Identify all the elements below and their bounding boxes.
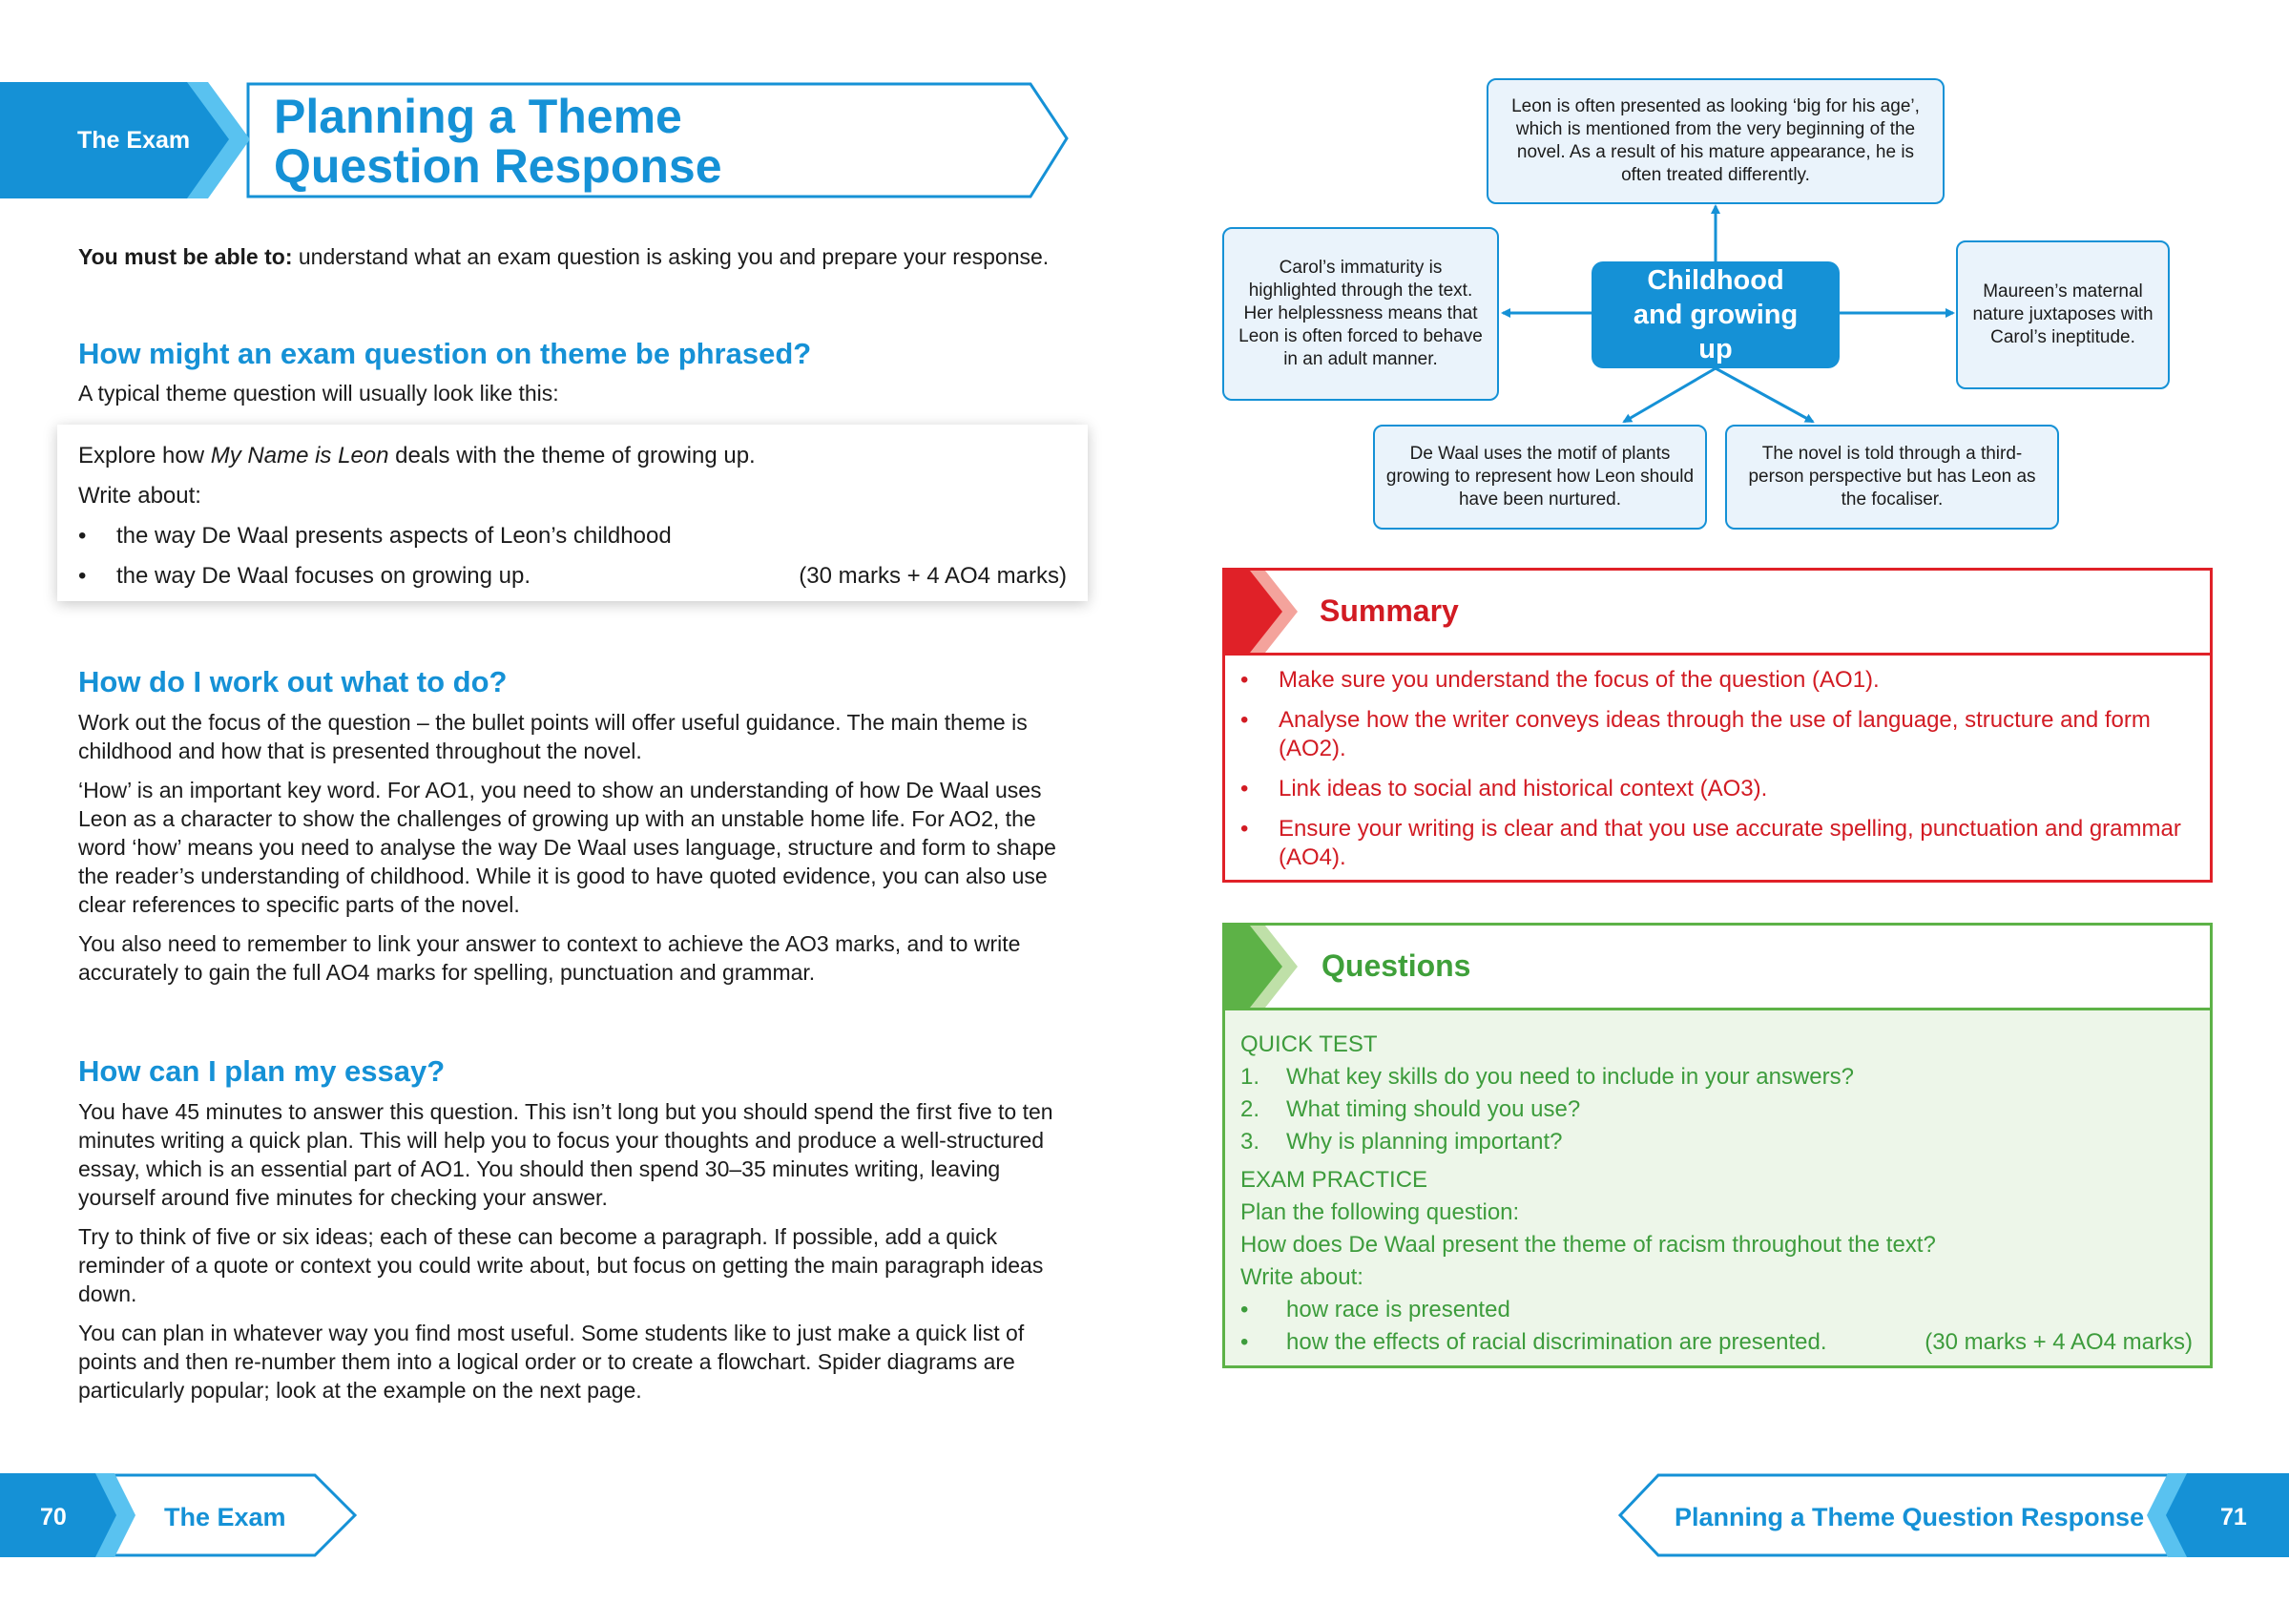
diagram-node-bottom-left: De Waal uses the motif of plants growing to represent how Leon should have been nurtured. — [1373, 425, 1707, 530]
questions-chevron — [1225, 926, 1301, 1008]
summary-chevron — [1225, 571, 1301, 653]
intro-lead-bold: You must be able to: — [78, 244, 293, 269]
section1-text: A typical theme question will usually look like this: — [78, 381, 559, 406]
exam-question-marks: (30 marks + 4 AO4 marks) — [799, 563, 1067, 589]
diagram-node-top: Leon is often presented as looking ‘big for his age’, which is mentioned from the very beginning of the novel. As a result of his mature appearance, he is often treated differently. — [1487, 78, 1945, 204]
summary-item: • Make sure you understand the focus of the question (AO1). — [1240, 667, 1880, 693]
page-title-line1: Planning a Theme — [274, 90, 682, 143]
section3-heading: How can I plan my essay? — [78, 1054, 446, 1088]
diagram-center-node: Childhood and growing up — [1592, 261, 1840, 368]
intro-lead-text: understand what an exam question is asking you and prepare your response. — [292, 244, 1050, 269]
summary-title: Summary — [1320, 593, 1459, 628]
summary-header — [1225, 571, 2210, 656]
section3-paragraph: You have 45 minutes to answer this question. This isn’t long but you should spend the first five to ten minutes writing a quick plan. This will help you to focus your thoughts and produce a well-structured essay, which is an essential part of AO1. You should then spend 30–35 minutes writing, leaving yourself around five minutes for checking your answer. — [78, 1099, 1053, 1210]
diagram-node-right: Maureen’s maternal nature juxtaposes with Carol’s ineptitude. — [1956, 240, 2170, 389]
diagram-node-left: Carol’s immaturity is highlighted through the text. Her helplessness means that Leon is often forced to behave in an adult manner. — [1222, 227, 1499, 401]
exam-question-line: Explore how My Name is Leon deals with the theme of growing up. — [78, 443, 756, 468]
section2-paragraph: ‘How’ is an important key word. For AO1, you need to show an understanding of how De Waal uses Leon as a character to show the challenges of growing up with an unstable home life. For AO2, the word ‘how’ means you need to analyse the way De Waal uses language, structure and form to shape the reader’s understanding of childhood. While it is good to have quoted evidence, you can also use clear references to specific parts of the novel. — [78, 778, 1056, 917]
exam-question-bullet: • the way De Waal focuses on growing up. (30 marks + 4 AO4 marks) — [78, 556, 1067, 596]
exam-practice-question: How does De Waal present the theme of racism throughout the text? — [1240, 1232, 1936, 1258]
section3-body — [78, 1097, 1080, 1415]
exam-practice-label: EXAM PRACTICE — [1240, 1167, 1428, 1193]
exam-practice-bullet: • how race is presented — [1240, 1297, 1510, 1322]
arrow-down-left — [1624, 368, 1716, 422]
exam-practice-write-about: Write about: — [1240, 1264, 1363, 1290]
section1-heading: How might an exam question on theme be phrased? — [78, 337, 812, 370]
quick-test-label: QUICK TEST — [1240, 1031, 1378, 1057]
questions-body — [1240, 1029, 2193, 1359]
section2-paragraph: You also need to remember to link your answer to context to achieve the AO3 marks, and to write accurately to gain the full AO4 marks for spelling, punctuation and grammar. — [78, 931, 1021, 985]
exam-practice-bullet: • how the effects of racial discrimination are presented. (30 marks + 4 AO4 marks) — [1240, 1326, 2193, 1359]
summary-item: • Analyse how the writer conveys ideas through the use of language, structure and form (AO2). — [1240, 707, 2151, 761]
exam-question-bullet: • the way De Waal presents aspects of Leon’s childhood — [78, 523, 672, 549]
section3-paragraph: Try to think of five or six ideas; each of these can become a paragraph. If possible, add a quick reminder of a quote or context you could write about, but focus on getting the main paragraph ideas down. — [78, 1224, 1044, 1306]
section3-paragraph: You can plan in whatever way you find most useful. Some students like to just make a quick list of points and then re-number them into a logical order or to create a flowchart. Spider diagrams are particularly popular; look at the example on the next page. — [78, 1321, 1025, 1403]
questions-header — [1225, 926, 2210, 1010]
arrow-down-right — [1716, 368, 1813, 422]
section2-heading: How do I work out what to do? — [78, 665, 508, 698]
page-number-left: 70 — [40, 1504, 67, 1530]
exam-practice-plan: Plan the following question: — [1240, 1199, 1520, 1225]
summary-box — [1222, 568, 2213, 883]
book-title: My Name is Leon — [210, 443, 389, 468]
quick-test-item: 3. Why is planning important? — [1240, 1129, 1563, 1155]
summary-item: • Link ideas to social and historical context (AO3). — [1240, 776, 1768, 802]
exam-practice-marks: (30 marks + 4 AO4 marks) — [1925, 1329, 2193, 1355]
page-number-right: 71 — [2220, 1504, 2247, 1530]
quick-test-item: 2. What timing should you use? — [1240, 1096, 1581, 1122]
diagram-node-bottom-right: The novel is told through a third-person perspective but has Leon as the focaliser. — [1725, 425, 2059, 530]
footer-left-label: The Exam — [164, 1503, 286, 1531]
header-tab-label: The Exam — [77, 127, 191, 154]
questions-title: Questions — [1321, 948, 1471, 983]
questions-box — [1222, 923, 2213, 1368]
footer-right-label: Planning a Theme Question Response — [1675, 1503, 2145, 1531]
section2-paragraph: Work out the focus of the question – the bullet points will offer useful guidance. The main theme is childhood and how that is presented throughout the novel. — [78, 710, 1028, 763]
section2-body — [78, 708, 1080, 997]
quick-test-item: 1. What key skills do you need to include in your answers? — [1240, 1064, 1854, 1090]
exam-question-write-about: Write about: — [78, 483, 201, 509]
summary-list — [1240, 666, 2181, 884]
page-title-line2: Question Response — [274, 139, 722, 193]
summary-item: • Ensure your writing is clear and that you use accurate spelling, punctuation and grammar (AO4). — [1240, 816, 2181, 870]
